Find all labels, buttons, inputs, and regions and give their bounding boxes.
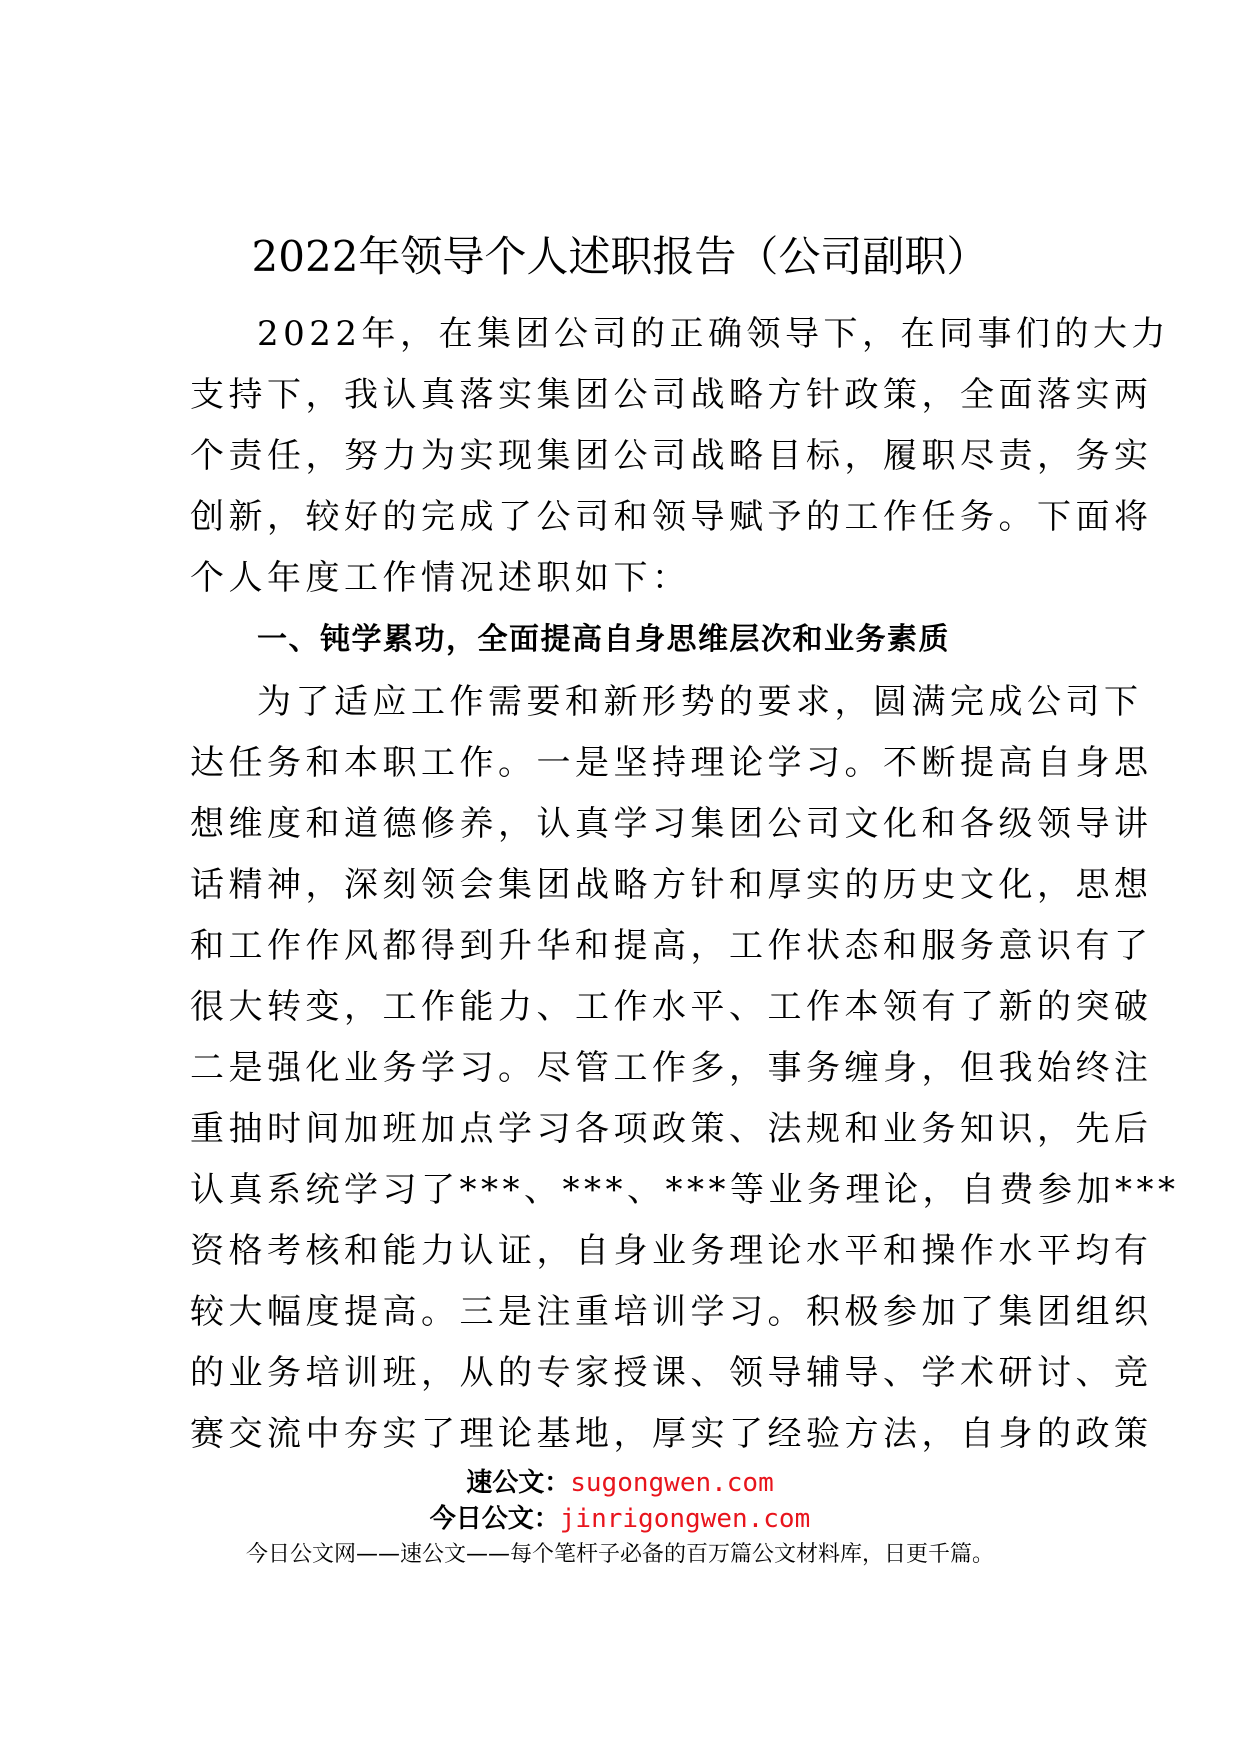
section-heading: 一、钝学累功，全面提高自身思维层次和业务素质 [257,622,950,657]
body-line: 的业务培训班，从的专家授课、领导辅导、学术研讨、竞 [190,1353,1153,1393]
body-line: 认真系统学习了***、***、***等业务理论，自费参加*** [190,1170,1180,1210]
body-line: 话精神，深刻领会集团战略方针和厚实的历史文化，思想 [190,865,1153,905]
body-line: 个责任，努力为实现集团公司战略目标，履职尽责，务实 [190,436,1153,476]
footer-site-1 [0,1466,1240,1500]
body-line: 很大转变，工作能力、工作水平、工作本领有了新的突破 [190,987,1153,1027]
document-title: 2022年领导个人述职报告（公司副职） [251,232,989,281]
body-line: 2022年，在集团公司的正确领导下，在同事们的大力 [257,314,1171,354]
footer-site-1-label: 速公文： [466,1468,571,1498]
body-line: 和工作作风都得到升华和提高，工作状态和服务意识有了 [190,926,1153,966]
body-line: 创新，较好的完成了公司和领导赋予的工作任务。下面将 [190,497,1153,537]
body-line: 支持下，我认真落实集团公司战略方针政策，全面落实两 [190,375,1153,415]
body-line: 资格考核和能力认证，自身业务理论水平和操作水平均有 [190,1231,1153,1271]
body-line: 达任务和本职工作。一是坚持理论学习。不断提高自身思 [190,743,1153,783]
body-line: 赛交流中夯实了理论基地，厚实了经验方法，自身的政策 [190,1414,1153,1454]
body-line: 为了适应工作需要和新形势的要求，圆满完成公司下 [257,682,1143,722]
footer-site-1-link[interactable]: sugongwen.com [570,1468,774,1498]
footer-site-2 [0,1502,1240,1536]
body-line: 个人年度工作情况述职如下： [190,558,691,598]
body-line: 想维度和道德修养，认真学习集团公司文化和各级领导讲 [190,804,1153,844]
body-line: 较大幅度提高。三是注重培训学习。积极参加了集团组织 [190,1292,1153,1332]
footer-site-2-label: 今日公文： [429,1504,560,1534]
body-line: 重抽时间加班加点学习各项政策、法规和业务知识，先后 [190,1109,1153,1149]
footer-site-2-link[interactable]: jinrigongwen.com [559,1504,811,1534]
footer-slogan: 今日公文网——速公文——每个笔杆子必备的百万篇公文材料库，日更千篇。 [245,1542,994,1567]
body-line: 二是强化业务学习。尽管工作多，事务缠身，但我始终注 [190,1048,1153,1088]
